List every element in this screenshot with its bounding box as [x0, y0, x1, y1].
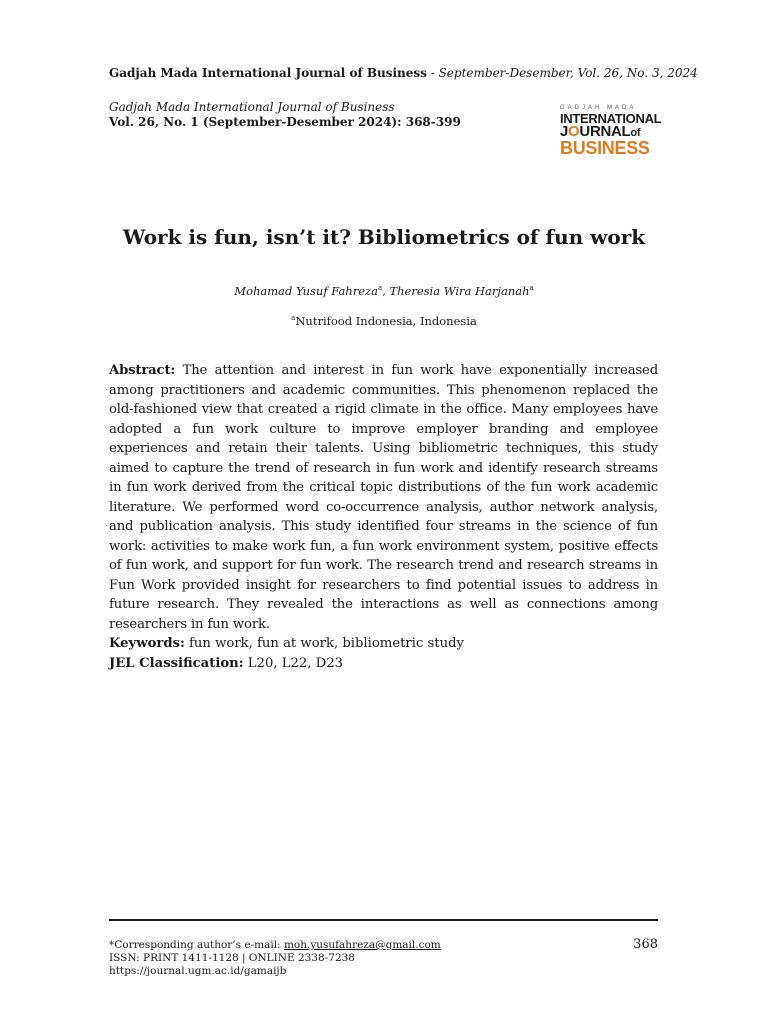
logo-journal-urnal: URNAL	[579, 123, 631, 140]
keywords-text: fun work, fun at work, bibliometric study	[189, 636, 464, 651]
abstract	[109, 361, 658, 634]
corresponding-email-link[interactable]: moh.yusufahreza@gmail.com	[283, 939, 441, 951]
keywords-label: Keywords:	[109, 636, 185, 651]
affiliation-text: Nutrifood Indonesia, Indonesia	[295, 313, 477, 328]
jel-line	[109, 654, 658, 674]
running-head-journal: Gadjah Mada International Journal of Business	[109, 66, 427, 80]
logo-line-international: INTERNATIONAL	[560, 111, 662, 126]
globe-icon: O	[568, 123, 580, 140]
author-affil-mark: a	[377, 284, 383, 292]
running-header	[109, 66, 698, 80]
affiliation-mark: a	[291, 314, 296, 322]
page-number: 368	[633, 937, 658, 952]
affiliation	[0, 311, 768, 328]
abstract-label: Abstract:	[109, 363, 176, 378]
author-separator: ,	[382, 283, 390, 298]
jel-label: JEL Classification:	[109, 656, 244, 671]
abstract-text: The attention and interest in fun work have exponentially increased among practitioners and academic communities. This phenomenon replaced the old-fashioned view that created a rigid climate in the office. Many employees have adopted a fun work culture to improve employer branding and employee experiences and retain their talents. Using bibliometric techniques, this study aimed to capture the trend of research in fun work and identify research streams in fun work derived from the critical topic distributions of the fun work academic literature. We performed word co-occurrence analysis, author network analysis, and publication analysis. This study identified four streams in the science of fun work: activities to make work fun, a fun work environment system, positive effects of fun work, and support for fun work. The research trend and research streams in Fun Work provided insight for researchers to find potential issues to address in future research. They revealed the interactions as well as connections among researchers in fun work.	[109, 363, 658, 632]
author-name: Mohamad Yusuf Fahreza	[234, 283, 378, 298]
running-head-separator: -	[426, 66, 439, 80]
logo-journal-j: J	[560, 123, 569, 140]
citation-block	[109, 100, 509, 130]
citation-volume: Vol. 26, No. 1 (September-Desember 2024): 368-399	[109, 115, 461, 129]
corresponding-author-line	[109, 939, 559, 952]
author-name: Theresia Wira Harjanah	[389, 283, 530, 298]
running-head-issue: September-Desember, Vol. 26, No. 3, 2024	[438, 66, 698, 80]
author-list	[0, 281, 768, 298]
page-footer	[109, 939, 559, 978]
keywords-block	[109, 634, 658, 674]
logo-line-business: BUSINESS	[560, 138, 650, 158]
footer-rule	[109, 919, 658, 921]
corresponding-prefix: *Corresponding author’s e-mail:	[109, 939, 284, 951]
jel-text: L20, L22, D23	[247, 656, 343, 671]
logo-journal-of: of	[630, 127, 641, 139]
journal-url-link[interactable]: https://journal.ugm.ac.id/gamaijb	[109, 965, 287, 977]
logo-line-gadjah-mada: GADJAH MADA	[560, 105, 637, 111]
journal-logo	[560, 104, 680, 162]
issn-line: ISSN: PRINT 1411-1128 | ONLINE 2338-7238	[109, 952, 355, 964]
article-title: Work is fun, isn’t it? Bibliometrics of fun work	[122, 225, 646, 249]
keywords-line	[109, 634, 658, 654]
author-affil-mark: a	[529, 284, 534, 292]
citation-journal-name: Gadjah Mada International Journal of Business	[109, 100, 395, 114]
